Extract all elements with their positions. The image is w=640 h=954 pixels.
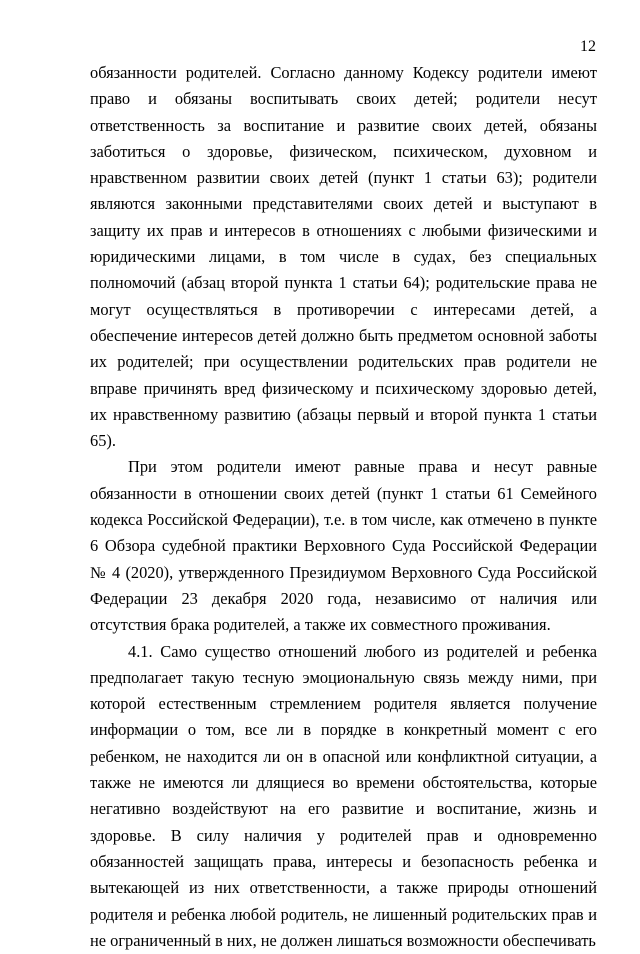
paragraph-equal-rights: При этом родители имеют равные права и несут равные обязанности в отношении своих детей (пункт 1 статьи 61 Семейного кодекса Российской Федерации), т.е. в том числе, как отмечено в пункте 6 Обзора судебной практики Верховного Суда Российской Федерации № 4 (2020), утвержденного Президиумом Верховного Суда Российской Федерации 23 декабря 2020 года, независимо от наличия или отсутствия брака родителей, а также их совместного проживания.: [90, 457, 597, 635]
paragraph-section-4-1: 4.1. Само существо отношений любого из родителей и ребенка предполагает такую тесную эмоциональную связь между ними, при которой естественным стремлением родителя является получение информации о том, все ли в порядке в конкретный момент с его ребенком, не находится ли он в опасной или конфликтной ситуации, а также не имеются ли длящиеся во времени обстоятельства, которые негативно воздействуют на его развитие и воспитание, жизнь и здоровье. В силу наличия у родителей прав и одновременно обязанностей защищать права, интересы и безопасность ребенка и вытекающей из них ответственности, а также природы отношений родителя и ребенка любой родитель, не лишенный родительских прав и не ограниченный в них, не должен лишаться возможности обеспечивать: [90, 641, 597, 950]
paragraph-continuation: обязанности родителей. Согласно данному Кодексу родители имеют право и обязаны воспитывать своих детей; родители несут ответственность за воспитание и развитие своих детей, обязаны заботиться о здоровье, физическом, психическом, духовном и нравственном развитии своих детей (пункт 1 статьи 63); родители являются законными представителями своих детей и выступают в защиту их прав и интересов в отношениях с любыми физическими и юридическими лицами, в том числе в судах, без специальных полномочий (абзац второй пункта 1 статьи 64); родительские права не могут осуществляться в противоречии с интересами детей, а обеспечение интересов детей должно быть предметом основной заботы их родителей; при осуществлении родительских прав родители не вправе причинять вред физическому и психическому здоровью детей, их нравственному развитию (абзацы первый и второй пункта 1 статьи 65).: [90, 63, 597, 451]
page-number: 12: [580, 38, 596, 55]
document-body: [90, 60, 597, 954]
